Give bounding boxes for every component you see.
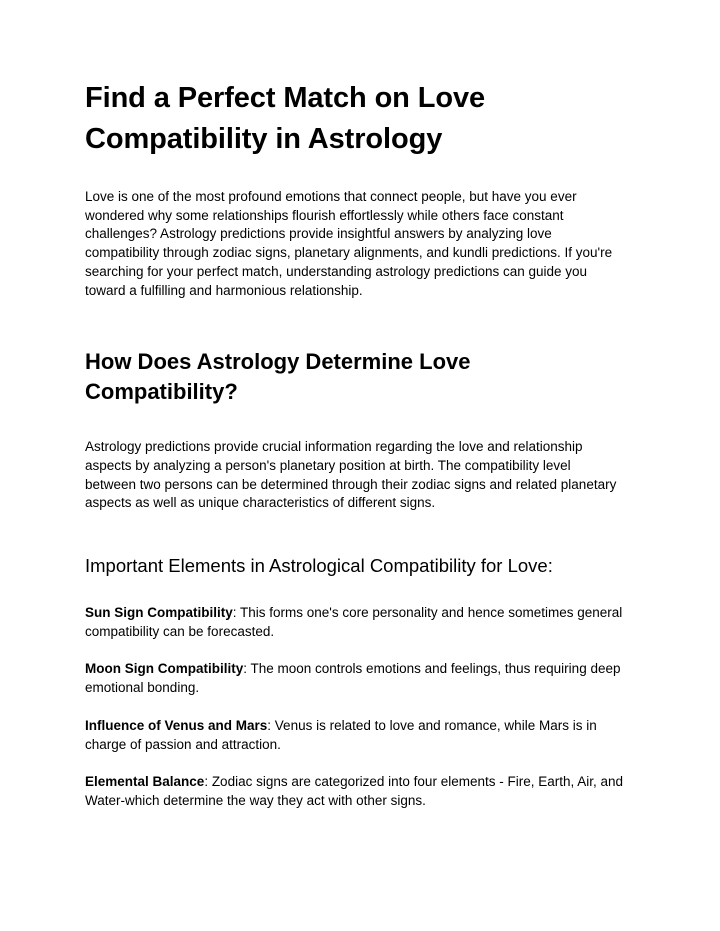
item-term: Influence of Venus and Mars [85, 717, 268, 733]
item-term: Sun Sign Compatibility [85, 605, 233, 621]
section-heading-important-elements: Important Elements in Astrological Compatibility for Love: [85, 555, 553, 577]
list-item-sun-sign [85, 604, 624, 641]
item-text: : The moon controls emotions and feelings, thus requiring deep emotional bonding. [85, 661, 621, 696]
intro-paragraph: Love is one of the most profound emotions that connect people, but have you ever wondered why some relationships flourish effortlessly while others face constant challenges? Astrology predictions provide insightful answers by analyzing love compatibility through zodiac signs, planetary alignments, and kundli predictions. If you're searching for your perfect match, understanding astrology predictions can guide you toward a fulfilling and harmonious relationship. [85, 189, 613, 298]
section-heading-how-astrology: How Does Astrology Determine Love Compatibility? [85, 349, 471, 405]
list-item-venus-mars [85, 717, 624, 754]
section-body-how-astrology: Astrology predictions provide crucial information regarding the love and relationship aspects by analyzing a person's planetary position at birth. The compatibility level between two persons can be determined through their zodiac signs and related planetary aspects as well as unique characteristics of different signs. [85, 439, 617, 511]
item-text: : This forms one's core personality and hence sometimes general compatibility can be forecasted. [85, 605, 623, 639]
item-term: Moon Sign Compatibility [85, 661, 244, 677]
page-title: Find a Perfect Match on Love Compatibility in Astrology [85, 82, 486, 155]
item-text: : Zodiac signs are categorized into four elements - Fire, Earth, Air, and Water-which determine the way they act with other signs. [85, 774, 624, 808]
item-term: Elemental Balance [85, 774, 205, 790]
item-text: : Venus is related to love and romance, while Mars is in charge of passion and attraction. [85, 717, 597, 752]
list-item-moon-sign [85, 660, 624, 697]
list-item-elemental-balance [85, 773, 624, 810]
